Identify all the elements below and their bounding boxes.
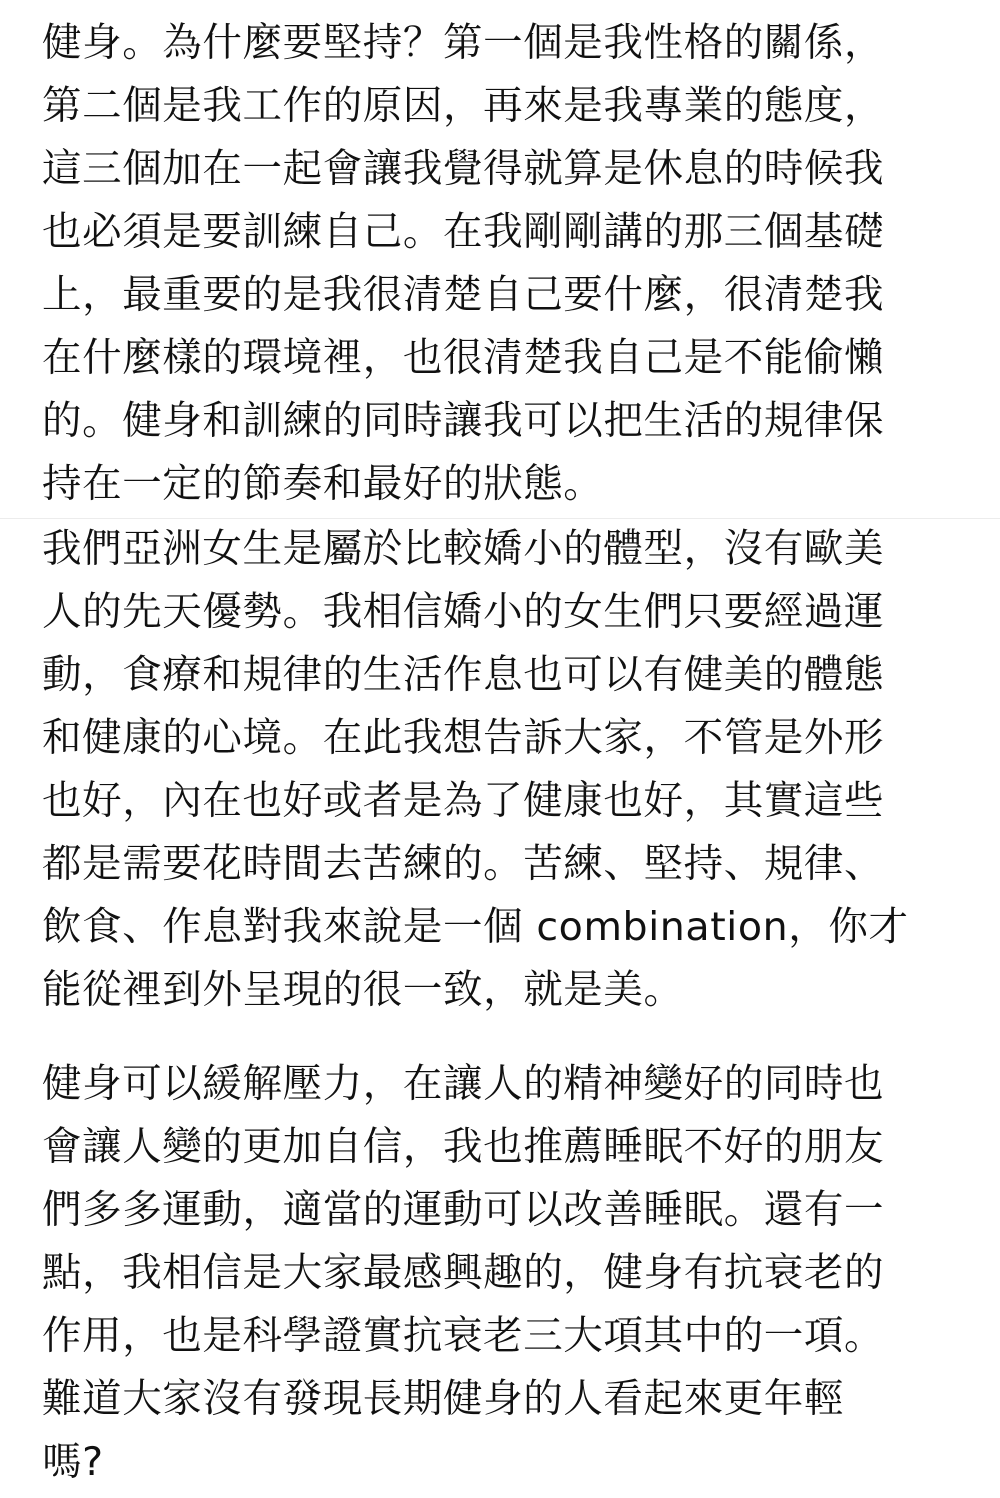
- text-line: 都是需要花時間去苦練的。苦練、堅持、規律、: [42, 841, 885, 887]
- text-line: 健身。為什麼要堅持？第一個是我性格的關係，: [42, 20, 885, 66]
- text-line: 也必須是要訓練自己。在我剛剛講的那三個基礎: [42, 209, 885, 255]
- text-line: 在什麼樣的環境裡，也很清楚我自己是不能偷懶: [42, 335, 885, 381]
- text-line: 作用，也是科學證實抗衰老三大項其中的一項。: [42, 1313, 885, 1359]
- text-line: 這三個加在一起會讓我覺得就算是休息的時候我: [42, 146, 885, 192]
- text-line: 難道大家沒有發現長期健身的人看起來更年輕: [42, 1376, 844, 1422]
- text-line: 人的先天優勢。我相信嬌小的女生們只要經過運: [42, 589, 885, 635]
- text-line: 第二個是我工作的原因，再來是我專業的態度，: [42, 83, 885, 129]
- text-line: 們多多運動，適當的運動可以改善睡眠。還有一: [42, 1187, 885, 1233]
- text-line: 持在一定的節奏和最好的狀態。: [42, 461, 604, 507]
- paragraph-asian-women: [42, 518, 982, 1022]
- text-line: 我們亞洲女生是屬於比較嬌小的體型，沒有歐美: [42, 526, 885, 572]
- paragraph-fitness-benefits: [42, 1053, 982, 1494]
- text-line: 動，食療和規律的生活作息也可以有健美的體態: [42, 652, 885, 698]
- text-line: 也好，內在也好或者是為了健康也好，其實這些: [42, 778, 885, 824]
- text-line: 和健康的心境。在此我想告訴大家，不管是外形: [42, 715, 885, 761]
- text-line: 會讓人變的更加自信，我也推薦睡眠不好的朋友: [42, 1124, 885, 1170]
- text-line: 的。健身和訓練的同時讓我可以把生活的規律保: [42, 398, 885, 444]
- text-line: 能從裡到外呈現的很一致，就是美。: [42, 967, 684, 1013]
- text-line: 點，我相信是大家最感興趣的，健身有抗衰老的: [42, 1250, 885, 1296]
- paragraph-why-persist: [42, 12, 982, 516]
- text-line: 嗎?: [42, 1439, 104, 1485]
- text-line: 上，最重要的是我很清楚自己要什麼，很清楚我: [42, 272, 885, 318]
- text-line: 飲食、作息對我來說是一個 combination，你才: [42, 904, 909, 950]
- text-line: 健身可以緩解壓力，在讓人的精神變好的同時也: [42, 1061, 885, 1107]
